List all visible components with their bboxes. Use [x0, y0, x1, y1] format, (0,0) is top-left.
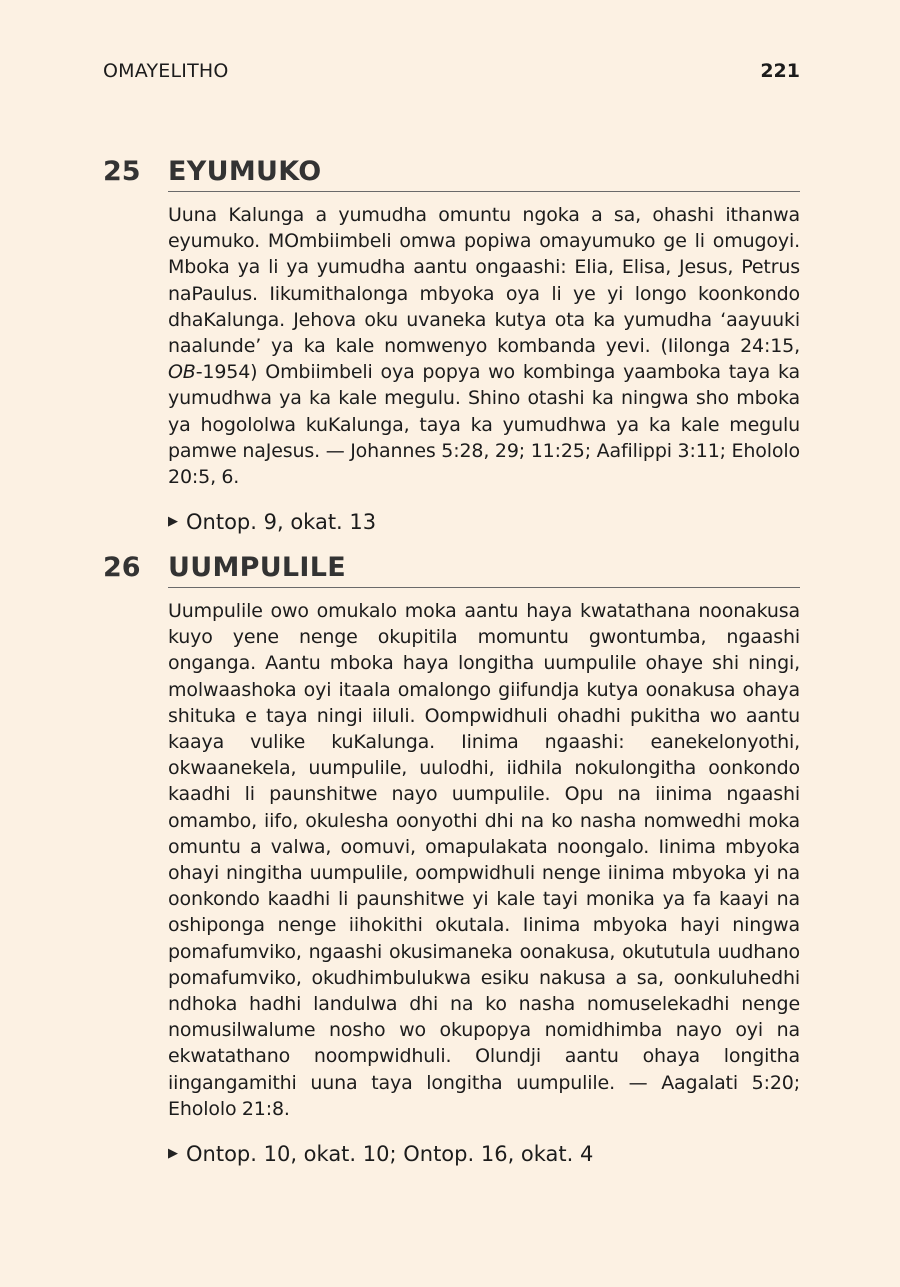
entry-body-text-cont: -1954) Ombiimbeli oya popya wo kombinga yaamboka taya ka yumudhwa ya ka kale megulu. Shino otashi ka ningwa sho mboka ya hogololwa kuKalunga, taya ka yumudhwa ya ka kale megulu pamwe naJesus. — Johannes 5:28, 29; 11:25; Aafilippi 3:11; Ehololo 20:5, 6. — [168, 361, 800, 489]
entry-heading — [103, 156, 800, 188]
entry-eyumuko — [103, 156, 800, 535]
entry-title: EYUMUKO — [168, 156, 322, 187]
entry-reference-text: Ontop. 9, okat. 13 — [186, 510, 377, 535]
heading-rule — [168, 191, 800, 192]
entry-heading — [103, 552, 800, 584]
entry-reference[interactable] — [168, 1141, 800, 1167]
heading-rule — [168, 587, 800, 588]
entry-body-text: Uuna Kalunga a yumudha omuntu ngoka a sa, ohashi ithanwa eyumuko. MOmbiimbeli omwa popiwa omayumuko ge li omugoyi. Mboka ya li ya yumudha aantu ongaashi: Elia, Elisa, Jesus, Petrus naPaulus. Iikumithalonga mbyoka oya li ye yi longo koonkondo dhaKalunga. Jehova oku uvaneka kutya ota ka yumudha ‘aayuuki naalunde’ ya ka kale nomwenyo kombanda yevi. (Iilonga 24:15, — [168, 204, 800, 358]
entry-title: UUMPULILE — [168, 552, 347, 583]
triangle-right-icon: ▶ — [168, 1146, 178, 1162]
entry-number: 26 — [103, 552, 141, 583]
entry-reference-text: Ontop. 10, okat. 10; Ontop. 16, okat. 4 — [186, 1142, 594, 1167]
entry-body — [168, 202, 800, 490]
entry-uumpulile — [103, 552, 800, 1167]
running-head — [103, 59, 800, 83]
page-number: 221 — [760, 60, 800, 82]
entry-reference[interactable] — [168, 509, 800, 535]
entry-body: Uumpulile owo omukalo moka aantu haya kwatathana noonakusa kuyo yene nenge okupitila momuntu gwontumba, ngaashi onganga. Aantu mboka haya longitha uumpulile ohaye shi ningi, molwaashoka oyi itaala omalongo giifundja kutya oonakusa ohaya shituka e taya ningi iiluli. Oompwidhuli ohadhi pukitha wo aantu kaaya vulike kuKalunga. Iinima ngaashi: eanekelonyothi, okwaanekela, uumpulile, uulodhi, iidhila nokulongitha oonkondo kaadhi li paunshitwe nayo uumpulile. Opu na iinima ngaashi omambo, iifo, okulesha oonyothi dhi na ko nasha nomwedhi moka omuntu a valwa, oomuvi, omapulakata noongalo. Iinima mbyoka ohayi ningitha uumpulile, oompwidhuli nenge iinima mbyoka yi na oonkondo kaadhi li paunshitwe yi kale tayi monika ya fa kaayi na oshiponga nenge iihokithi okutala. Iinima mbyoka hayi ningwa pomafumviko, ngaashi okusimaneka oonakusa, okututula uudhano pomafumviko, okudhimbulukwa esiku nakusa a sa, oonkuluhedhi ndhoka hadhi landulwa dhi na ko nasha nomuselekadhi nenge nomusilwalume nosho wo okupopya nomidhimba nayo oyi na ekwatathano noompwidhuli. Olundji aantu ohaya longitha iingangamithi uuna taya longitha uumpulile. — Aagalati 5:20; Ehololo 21:8. — [168, 600, 800, 1120]
triangle-right-icon: ▶ — [168, 514, 178, 530]
entry-number: 25 — [103, 156, 141, 187]
entry-body-abbreviation: OB — [168, 361, 196, 384]
section-name: OMAYELITHO — [103, 60, 229, 82]
